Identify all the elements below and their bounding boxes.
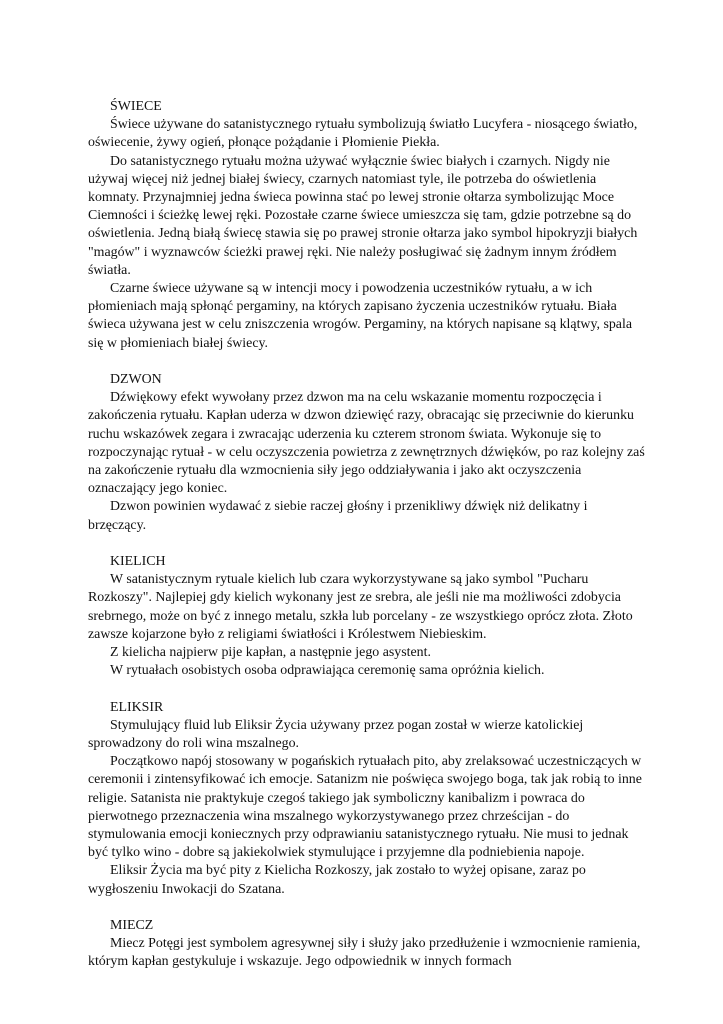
section-heading: ELIKSIR	[110, 699, 164, 715]
section-swiece	[88, 98, 648, 353]
section-heading: MIECZ	[110, 918, 154, 934]
section-heading: ŚWIECE	[110, 99, 162, 114]
paragraph: Eliksir Życia ma być pity z Kielicha Rozkoszy, jak zostało to wyżej opisane, zaraz po wygłoszeniu Inwokacji do Szatana.	[88, 863, 586, 897]
section-dzwon	[88, 371, 648, 535]
section-heading: KIELICH	[110, 554, 166, 570]
paragraph: Miecz Potęgi jest symbolem agresywnej siły i służy jako przedłużenie i wzmocnienie ramienia, którym kapłan gestykuluje i wskazuje. Jego odpowiednik w innych formach	[88, 936, 641, 970]
section-miecz	[88, 917, 648, 972]
section-heading: DZWON	[110, 372, 162, 388]
section-eliksir	[88, 699, 648, 899]
paragraph: Dzwon powinien wydawać z siebie raczej głośny i przenikliwy dźwięk niż delikatny i brzęczący.	[88, 499, 588, 533]
paragraph: Czarne świece używane są w intencji mocy i powodzenia uczestników rytuału, a w ich płomieniach mają spłonąć pergaminy, na których zapisano życzenia uczestników rytuału. Biała świeca używana jest w celu zniszczenia wrogów. Pergaminy, na których napisane są klątwy, spala się w płomieniach białej świecy.	[88, 281, 632, 351]
paragraph: W rytuałach osobistych osoba odprawiająca ceremonię sama opróżnia kielich.	[110, 663, 545, 679]
paragraph: Z kielicha najpierw pije kapłan, a następnie jego asystent.	[110, 645, 431, 661]
paragraph: Stymulujący fluid lub Eliksir Życia używany przez pogan został w wierze katolickiej sprowadzony do roli wina mszalnego.	[88, 717, 584, 752]
document-page	[88, 98, 648, 990]
paragraph: Dźwiękowy efekt wywołany przez dzwon ma na celu wskazanie momentu rozpoczęcia i zakończenia rytuału. Kapłan uderza w dzwon dziewięć razy, obracając się przeciwnie do kierunku ruchu wskazówek zegara i zwracając uderzenia ku czterem stronom świata. Wykonuje się to rozpoczynając rytuał - w celu oczyszczenia powietrza z zewnętrznych dźwięków, po raz kolejny zaś na zakończenie rytuału dla wzmocnienia siły jego oddziaływania i jako akt oczyszczenia oznaczający jego koniec.	[88, 390, 645, 497]
paragraph: Do satanistycznego rytuału można używać wyłącznie świec białych i czarnych. Nigdy nie używaj więcej niż jednej białej świecy, czarnych natomiast tyle, ile potrzeba do oświetlenia komnaty. Przynajmniej jedna świeca powinna stać po lewej stronie ołtarza symbolizując Moce Ciemności i ścieżkę lewej ręki. Pozostałe czarne świece umieszcza się tam, gdzie potrzebne są do oświetlenia. Jedną białą świecę stawia się po prawej stronie ołtarza jako symbol hipokryzji białych "magów" i wyznawców ścieżki prawej ręki. Nie należy posługiwać się żadnym innym źródłem światła.	[88, 153, 638, 278]
section-kielich	[88, 553, 648, 680]
paragraph: W satanistycznym rytuale kielich lub czara wykorzystywane są jako symbol "Pucharu Rozkoszy". Najlepiej gdy kielich wykonany jest ze srebra, ale jeśli nie ma możliwości zdobycia srebrnego, może on być z innego metalu, szkła lub porcelany - ze wszystkiego oprócz złota. Złoto zawsze kojarzone było z religiami światłości i Królestwem Niebieskim.	[88, 572, 633, 642]
paragraph: Świece używane do satanistycznego rytuału symbolizują światło Lucyfera - niosącego światło, oświecenie, żywy ogień, płonące pożądanie i Płomienie Piekła.	[88, 117, 638, 151]
paragraph: Początkowo napój stosowany w pogańskich rytuałach pito, aby zrelaksować uczestniczących w ceremonii i zintensyfikować ich emocje. Satanizm nie poświęca swojego boga, tak jak robią to inne religie. Satanista nie praktykuje czegoś takiego jak symboliczny kanibalizm i powraca do pierwotnego przeznaczenia wina mszalnego wykorzystywanego przez chrześcijan - do stymulowania emocji koniecznych przy odprawianiu satanistycznego rytuału. Nie musi to jednak być tylko wino - dobre są jakiekolwiek stymulujące i przyjemne dla podniebienia napoje.	[88, 754, 642, 861]
